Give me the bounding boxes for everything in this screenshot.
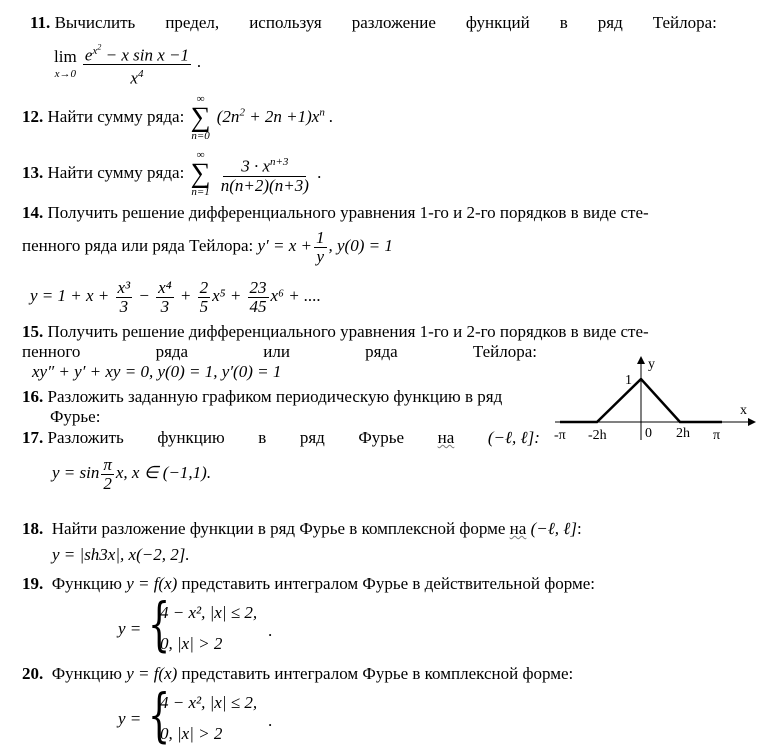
tick-label: -π — [554, 428, 566, 443]
piecewise-lhs: y = — [118, 619, 142, 638]
left-brace: { — [148, 681, 171, 749]
piecewise-case-1: 4 − x², |x| ≤ 2, — [160, 603, 258, 622]
problem-15-line1 — [22, 322, 772, 342]
problem-19-heading: 19. Функцию y = f(x) представить интегралом Фурье в действительной форме: — [22, 574, 595, 593]
problem-20-heading: 20. Функцию y = f(x) представить интегралом Фурье в комплексной форме: — [22, 664, 574, 683]
problem-16-line2: Фурье: — [50, 407, 101, 426]
word: в — [559, 13, 568, 32]
peak-label: 1 — [625, 373, 632, 388]
limit-operator: lim x→0 — [54, 46, 77, 80]
problem-13: 13. Найти сумму ряда: ∞ ∑ n=1 $\frac{3 \cdot x^{n+3}}{n(n+2)(n+3)}$ . — [22, 149, 322, 198]
problem-number: 14. — [22, 203, 44, 222]
problem-17-heading: 17. Разложить функцию в ряд Фурье на (−ℓ, ℓ]: — [22, 428, 540, 447]
problem-14-line1 — [22, 203, 772, 223]
problem-17-equation: y = sin $\frac{\pi}{2}$ x, x ∈ (−1,1). — [52, 454, 212, 493]
problem-number: 12. — [22, 106, 44, 126]
problem-11-heading — [30, 13, 717, 33]
piecewise-case-2: 0, |x| > 2 — [160, 724, 223, 743]
problem-text: Найти разложение функции в ряд Фурье в комплексной форме — [51, 519, 506, 538]
sum-operator: ∞ ∑ n=0 — [190, 93, 211, 142]
word: ряд — [597, 13, 623, 32]
sum-operator: ∞ ∑ n=1 — [190, 149, 211, 198]
problem-12 — [22, 94, 772, 142]
problem-text: Найти сумму ряда: — [47, 162, 185, 182]
problem-number: 18. — [22, 519, 44, 538]
series-term: $(2n^2 + 2n +1)x^n$ . — [216, 106, 334, 126]
period: . — [268, 711, 273, 730]
problem-number: 17. — [22, 428, 44, 447]
problem-number: 11. — [30, 13, 51, 32]
problem-number: 16. — [22, 387, 44, 406]
problem-text: Получить решение дифференциального уравнения 1-го и 2-го порядков в виде сте- — [47, 322, 649, 341]
differential-equation: y′ = x + $\frac{1}{y}$ , y(0) = 1 — [257, 227, 393, 266]
problem-18-equation: y = |sh3x|, x(−2, 2]. — [52, 545, 190, 564]
problem-14-answer: y = 1 + x + $\frac{\text{x³}}{3}$ − $\frac{\text{x⁴}}{3}$ + $\frac{2}{5}$ x⁵ + $\frac{23}{45}$ x⁶ + .... — [30, 277, 321, 316]
problem-15-equation: xy″ + y′ + xy = 0, y(0) = 1, y′(0) = 1 — [32, 362, 282, 381]
piecewise-case-1: 4 − x², |x| ≤ 2, — [160, 693, 258, 712]
left-brace: { — [148, 590, 171, 658]
problem-text: Найти сумму ряда: — [47, 106, 185, 126]
periodic-function-graph — [550, 352, 765, 447]
piecewise-case-2: 0, |x| > 2 — [160, 634, 223, 653]
word: функций — [465, 13, 530, 32]
problem-number: 19. — [22, 574, 44, 593]
problem-text: Получить решение дифференциального уравнения 1-го и 2-го порядков в виде сте- — [47, 203, 649, 222]
tick-label: 0 — [645, 426, 652, 441]
problem-18-heading: 18. Найти разложение функции в ряд Фурье в комплексной форме на (−ℓ, ℓ]: — [22, 519, 582, 538]
word: Тейлора: — [652, 13, 717, 32]
word: разложение — [351, 13, 436, 32]
problem-number: 20. — [22, 664, 44, 683]
word: предел, — [165, 13, 220, 32]
problem-11-formula: lim x→0 $\frac{e^{x^2} - x \sin x -1}{x^4}$ . — [54, 38, 772, 88]
problem-text: Разложить заданную графиком периодическую функцию в ряд — [47, 387, 503, 406]
tick-label: π — [713, 428, 721, 443]
word: используя — [249, 13, 322, 32]
period: . — [268, 621, 273, 640]
word: Вычислить — [54, 13, 136, 32]
limit-fraction: $\frac{e^{x^2} - x \sin x -1}{x^4}$ — [83, 38, 191, 88]
y-axis-label: y — [648, 357, 655, 372]
tick-label: -2h — [588, 428, 607, 443]
problem-14-line2: пенного ряда или ряда Тейлора: y′ = x + $\frac{1}{y}$ , y(0) = 1 — [22, 227, 393, 266]
tick-label: 2h — [676, 426, 690, 441]
problem-number: 13. — [22, 162, 44, 182]
piecewise-lhs: y = — [118, 709, 142, 728]
problem-number: 15. — [22, 322, 44, 341]
problem-15-line2: пенного ряда или ряда Тейлора: — [22, 342, 537, 361]
x-axis-label: x — [740, 403, 747, 418]
series-fraction: $\frac{3 \cdot x^{n+3}}{n(n+2)(n+3)}$ — [219, 153, 311, 195]
